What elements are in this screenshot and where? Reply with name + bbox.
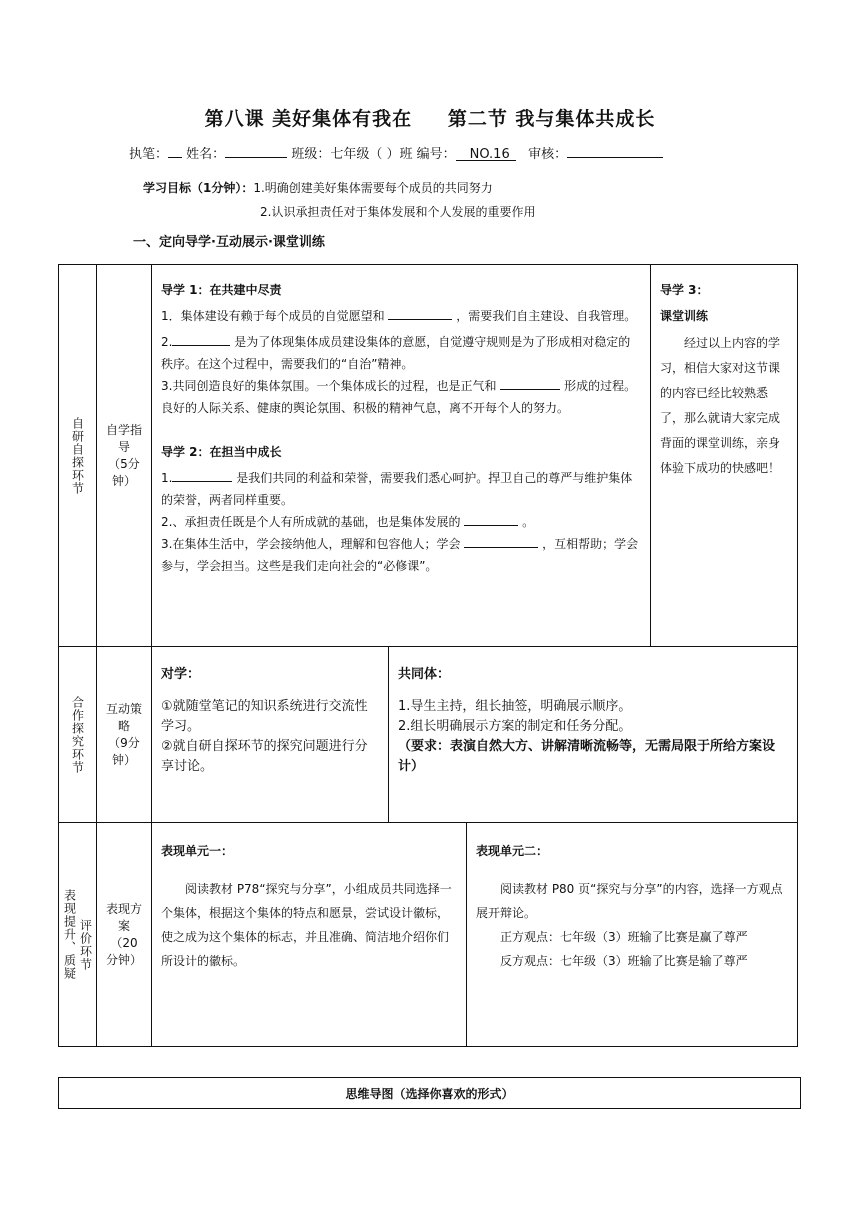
sub-label: [97, 422, 151, 490]
sub-line: 表现方: [105, 901, 142, 916]
text: ，需要我们自主建设、自我管理。: [456, 309, 637, 323]
sub-line: （20: [110, 935, 138, 950]
name-label: 姓名：: [186, 147, 226, 162]
text: 2.、承担责任既是个人有所成就的基础，也是集体发展的: [161, 515, 461, 529]
meta-line: [129, 143, 663, 162]
section-heading: 一、定向导学·互动展示·课堂训练: [133, 235, 325, 250]
row-self-study: [59, 265, 798, 647]
unit-two-con: 反方观点：七年级（3）班输了比赛是输了尊严: [500, 954, 748, 968]
sub-line: （5分: [108, 456, 140, 471]
text: 2.: [161, 335, 173, 349]
text: 形成的过程。良好的人际关系、健康的舆论氛围、积极的精神气息，离不开每个人的努力。: [161, 379, 637, 415]
guide2-p1: [161, 467, 642, 511]
group-p1: 1.导生主持，组长抽签，明确展示顺序。: [398, 699, 632, 714]
objective-item-1: 1.明确创建美好集体需要每个成员的共同努力: [253, 181, 493, 195]
guide1-title: 导学 1：在共建中尽责: [161, 283, 282, 297]
sub-line: 略: [117, 718, 130, 733]
number-value: NO.16: [456, 147, 516, 161]
number-label: 编号：: [416, 147, 456, 162]
guide2-p2: [161, 511, 642, 533]
pair-title: 对学：: [161, 667, 201, 682]
blank-field[interactable]: [464, 513, 518, 526]
objectives-label: 学习目标（1分钟）：: [143, 181, 254, 195]
text: 是我们共同的利益和荣誉，需要我们悉心呵护。捍卫自己的尊严与维护集体的荣誉，两者同样重要。: [161, 471, 633, 507]
lesson-title: 第八课 美好集体有我在: [204, 108, 413, 130]
pair-p1: ①就随堂笔记的知识系统进行交流性学习。: [161, 699, 368, 734]
guide1-p3: [161, 375, 642, 419]
guide1-p2: [161, 331, 642, 375]
blank-field[interactable]: [388, 307, 452, 320]
text: 1．集体建设有赖于每个成员的自觉愿望和: [161, 309, 385, 323]
stage-label: 合作探究环节: [70, 695, 85, 774]
sub-label: [97, 901, 151, 969]
stage-label: [59, 889, 96, 980]
text: 3.在集体生活中，学会接纳他人，理解和包容他人；学会: [161, 537, 461, 551]
unit-one: [152, 823, 466, 973]
group-study: [389, 647, 797, 777]
guide-3: [651, 265, 797, 481]
stage-label-1: 评价环节: [78, 919, 93, 971]
group-p3: （要求：表演自然大方、讲解清晰流畅等，无需局限于所给方案设计）: [398, 739, 776, 774]
group-title: 共同体：: [398, 667, 451, 682]
guide-1-2: [152, 265, 650, 577]
sub-line: 分钟）: [105, 952, 142, 967]
group-p2: 2.组长明确展示方案的制定和任务分配。: [398, 719, 632, 734]
name-field[interactable]: [225, 144, 287, 158]
page-title: [0, 104, 860, 131]
blank-field[interactable]: [172, 469, 232, 482]
review-label: 审核：: [528, 147, 568, 162]
author-field[interactable]: [168, 144, 182, 158]
stage-label-2: 表现提升、质疑: [62, 889, 77, 980]
sub-line: （9分: [108, 735, 140, 750]
sub-line: 互动策: [105, 701, 142, 716]
sub-line: 自学指: [105, 422, 142, 437]
main-table: [58, 264, 798, 1047]
guide3-sub: 课堂训练: [660, 309, 709, 323]
guide1-p1: [161, 305, 642, 327]
blank-field[interactable]: [464, 535, 538, 548]
mindmap-box: 思维导图（选择你喜欢的形式）: [58, 1077, 801, 1109]
author-label: 执笔：: [129, 147, 169, 162]
guide3-text: 经过以上内容的学习，相信大家对这节课的内容已经比较熟悉了，那么就请大家完成背面的课堂训练，亲身体验下成功的快感吧！: [660, 336, 781, 475]
row-cooperation: [59, 647, 798, 823]
text: 。: [522, 515, 535, 529]
sub-line: 导: [117, 439, 130, 454]
unit-two: [467, 823, 797, 973]
unit-two-pro: 正方观点：七年级（3）班输了比赛是赢了尊严: [500, 930, 748, 944]
text: 3.共同创造良好的集体氛围。一个集体成长的过程，也是正气和: [161, 379, 497, 393]
review-field[interactable]: [567, 144, 663, 158]
unit-two-title: 表现单元二：: [476, 844, 549, 858]
sub-line: 钟）: [111, 473, 136, 488]
text: 是为了体现集体成员建设集体的意愿，自觉遵守规则是为了形成相对稳定的秩序。在这个过程中，需要我们的“自治”精神。: [161, 335, 631, 371]
pair-p2: ②就自研自探环节的探究问题进行分享讨论。: [161, 739, 368, 774]
unit-one-text: 阅读教材 P78“探究与分享”，小组成员共同选择一个集体，根据这个集体的特点和愿景，尝试设计徽标，使之成为这个集体的标志，并且准确、简洁地介绍你们所设计的徽标。: [161, 882, 452, 968]
section-title: 第二节 我与集体共成长: [447, 108, 656, 130]
guide2-title: 导学 2：在担当中成长: [161, 445, 282, 459]
unit-two-text: 阅读教材 P80 页“探究与分享”的内容，选择一方观点展开辩论。: [476, 882, 783, 920]
text: 1.: [161, 471, 173, 485]
blank-field[interactable]: [500, 377, 560, 390]
class-label: 班级：七年级（ ）班: [291, 147, 413, 162]
sub-label: [97, 701, 151, 769]
text: ，互相帮助；学会参与，学会担当。这些是我们走向社会的“必修课”。: [161, 537, 639, 573]
row-evaluation: [59, 823, 798, 1047]
objective-item-2: 2.认识承担责任对于集体发展和个人发展的重要作用: [260, 205, 536, 219]
guide2-p3: [161, 533, 642, 577]
blank-field[interactable]: [172, 333, 230, 346]
pair-study: [152, 647, 388, 777]
objective-1: [143, 179, 493, 196]
sub-line: 案: [117, 918, 130, 933]
guide3-title: 导学 3：: [660, 283, 709, 297]
sub-line: 钟）: [111, 752, 136, 767]
unit-one-title: 表现单元一：: [161, 844, 234, 858]
stage-label: 自研自探环节: [70, 416, 85, 495]
